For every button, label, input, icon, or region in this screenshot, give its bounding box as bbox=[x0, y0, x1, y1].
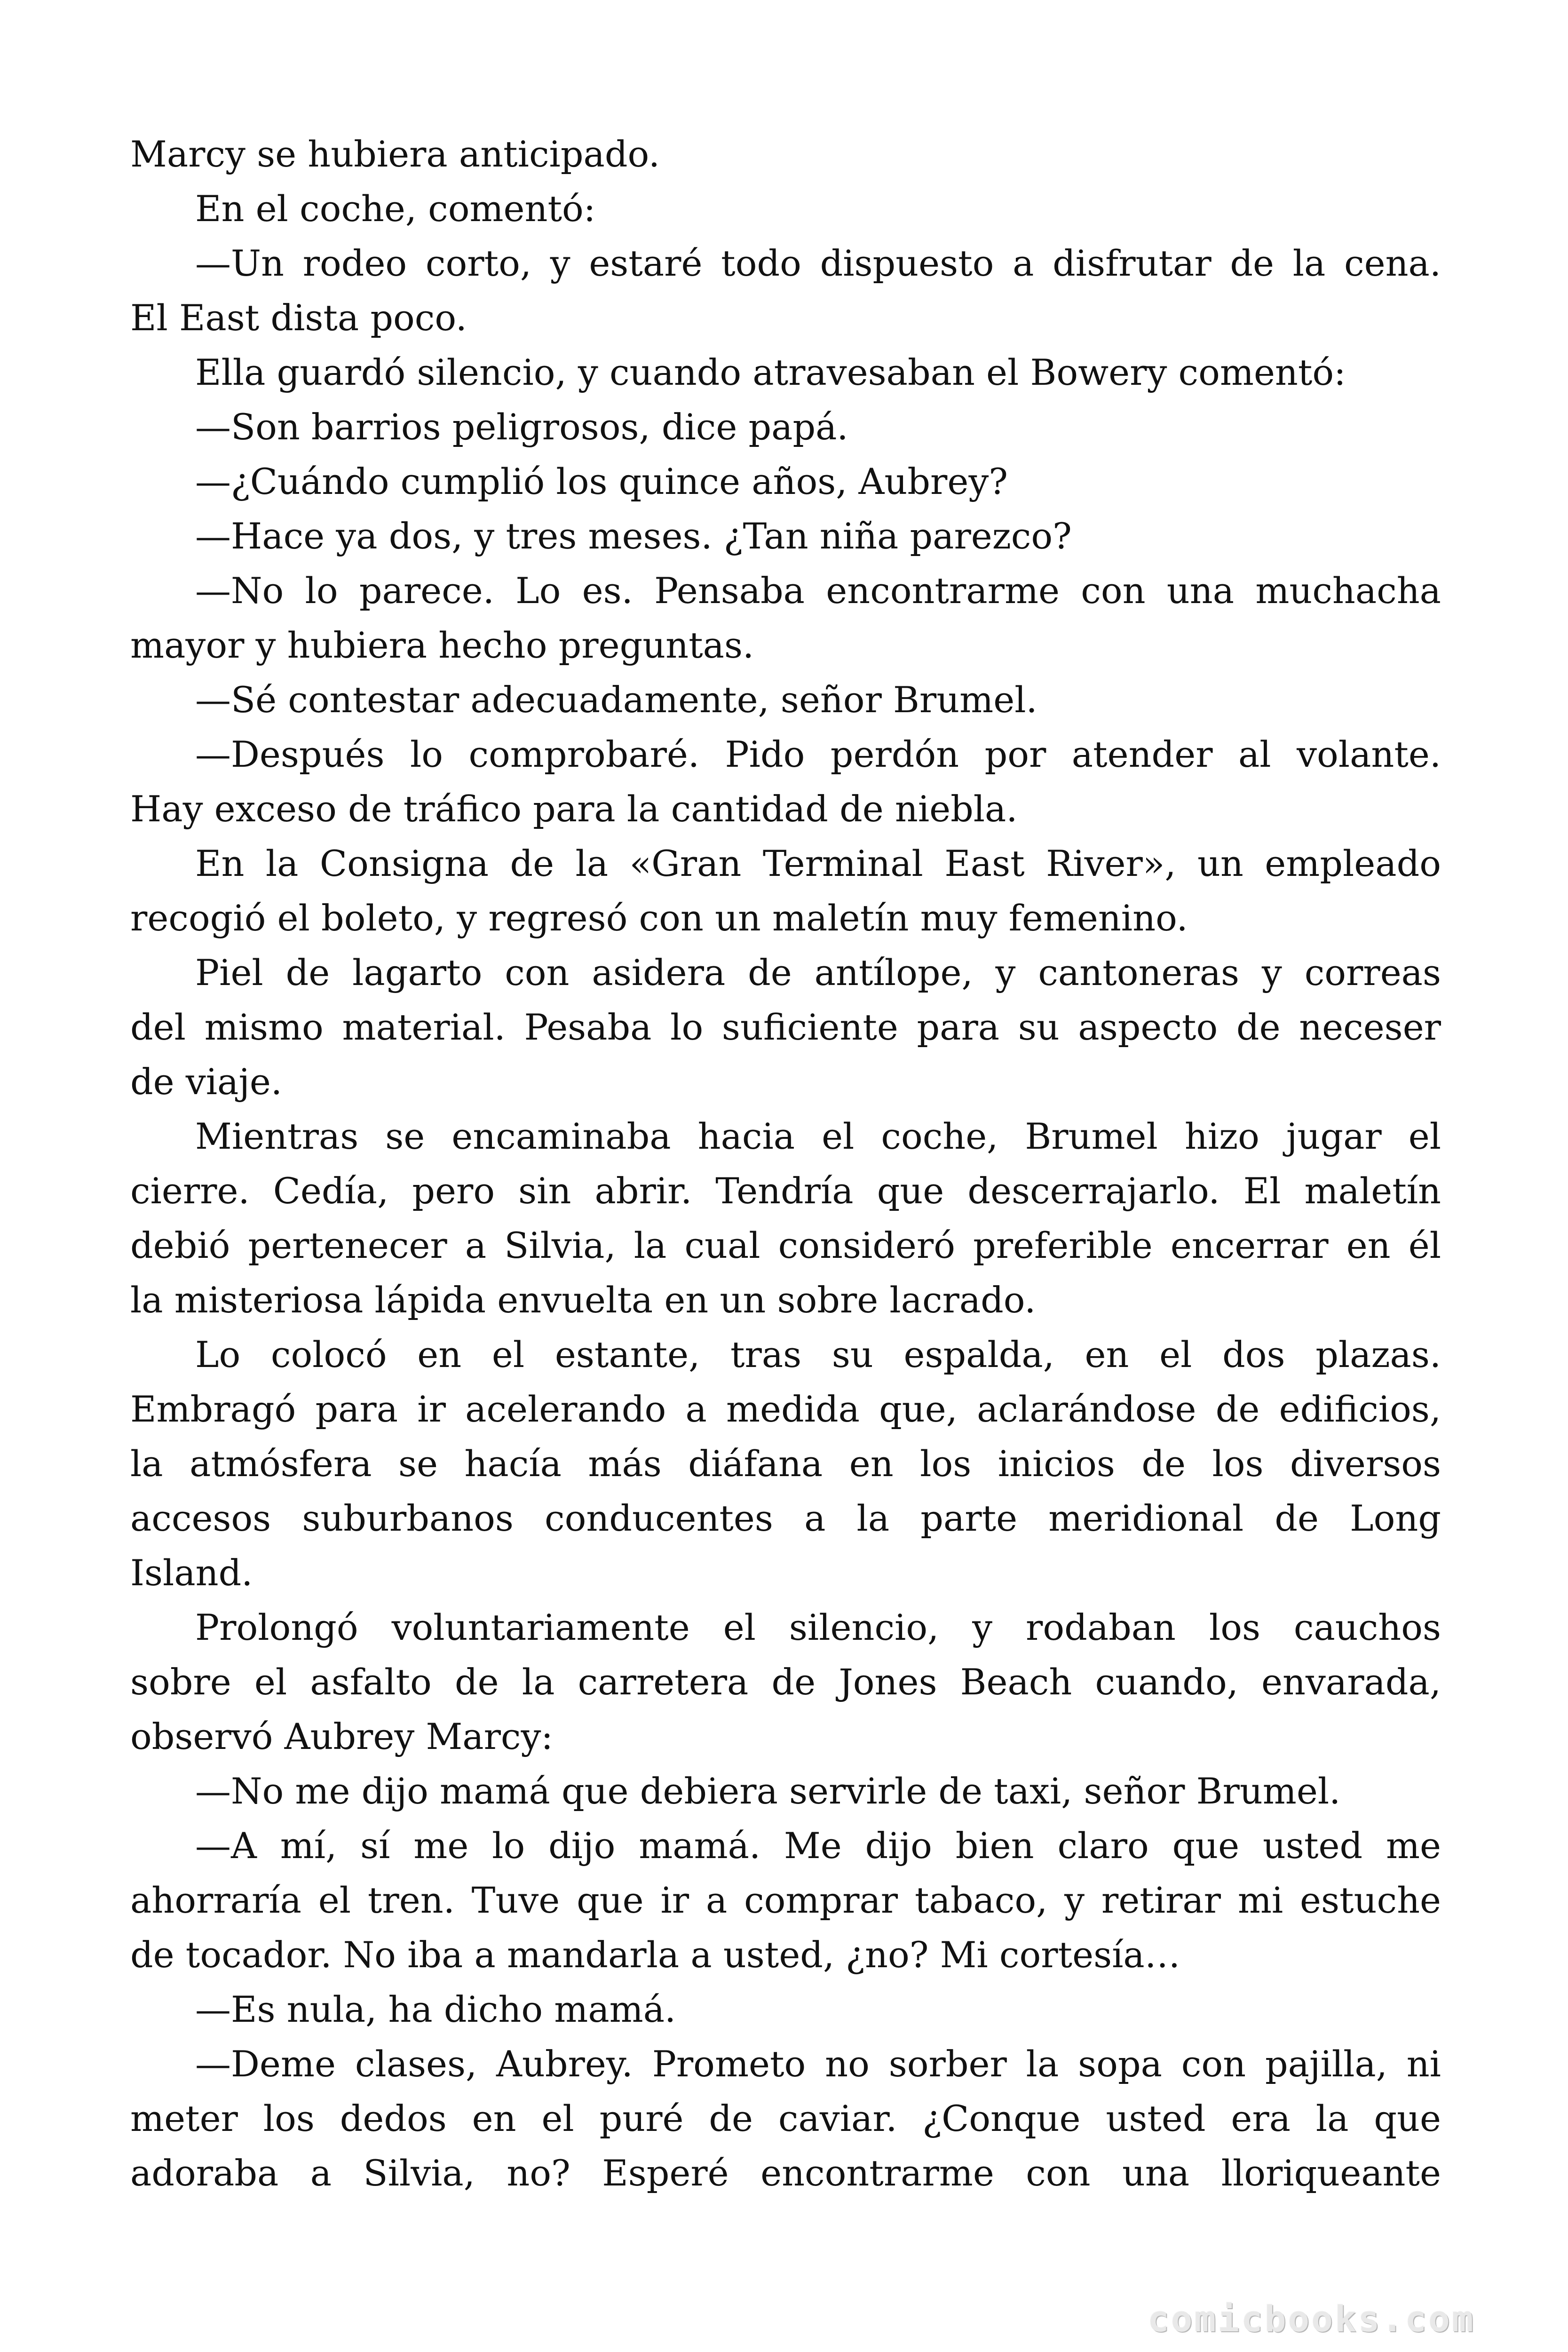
text-line: —¿Cuándo cumplió los quince años, Aubrey? bbox=[195, 461, 1008, 502]
text-line: Piel de lagarto con asidera de antílope, y cantoneras y correas bbox=[195, 952, 1441, 993]
text-line: adoraba a Silvia, no? Esperé encontrarme con una lloriqueante bbox=[130, 2152, 1441, 2194]
text-line: Ella guardó silencio, y cuando atravesaban el Bowery comentó: bbox=[195, 351, 1346, 393]
text-line: la atmósfera se hacía más diáfana en los inicios de los diversos bbox=[130, 1443, 1441, 1485]
text-line: —Un rodeo corto, y estaré todo dispuesto a disfrutar de la cena. bbox=[195, 242, 1441, 284]
text-line: de viaje. bbox=[130, 1061, 283, 1103]
text-line: la misteriosa lápida envuelta en un sobre lacrado. bbox=[130, 1279, 1036, 1321]
text-line: Prolongó voluntariamente el silencio, y rodaban los cauchos bbox=[195, 1606, 1441, 1648]
text-line: meter los dedos en el puré de caviar. ¿Conque usted era la que bbox=[130, 2098, 1441, 2139]
text-line: ahorraría el tren. Tuve que ir a comprar tabaco, y retirar mi estuche bbox=[130, 1879, 1441, 1921]
text-line: —Es nula, ha dicho mamá. bbox=[195, 1988, 676, 2030]
text-line: —Hace ya dos, y tres meses. ¿Tan niña parezco? bbox=[195, 515, 1072, 557]
text-line: debió pertenecer a Silvia, la cual consideró preferible encerrar en él bbox=[130, 1224, 1441, 1266]
text-line: —Son barrios peligrosos, dice papá. bbox=[195, 406, 848, 448]
text-line: mayor y hubiera hecho preguntas. bbox=[130, 624, 754, 666]
text-line: Island. bbox=[130, 1552, 253, 1594]
text-line: de tocador. No iba a mandarla a usted, ¿no? Mi cortesía… bbox=[130, 1934, 1180, 1976]
text-line: observó Aubrey Marcy: bbox=[130, 1716, 554, 1757]
text-line: En la Consigna de la «Gran Terminal East River», un empleado bbox=[195, 842, 1441, 884]
text-line: del mismo material. Pesaba lo suficiente para su aspecto de neceser bbox=[130, 1006, 1441, 1048]
text-line: Marcy se hubiera anticipado. bbox=[130, 133, 660, 175]
text-line: accesos suburbanos conducentes a la parte meridional de Long bbox=[130, 1497, 1441, 1539]
text-line: En el coche, comentó: bbox=[195, 188, 596, 230]
text-line: —No lo parece. Lo es. Pensaba encontrarme con una muchacha bbox=[195, 570, 1441, 612]
text-line: Hay exceso de tráfico para la cantidad de niebla. bbox=[130, 788, 1018, 830]
text-line: recogió el boleto, y regresó con un maletín muy femenino. bbox=[130, 897, 1188, 939]
text-line: —Después lo comprobaré. Pido perdón por atender al volante. bbox=[195, 733, 1441, 775]
text-line: El East dista poco. bbox=[130, 297, 467, 339]
text-line: sobre el asfalto de la carretera de Jones Beach cuando, envarada, bbox=[130, 1661, 1441, 1703]
text-line: cierre. Cedía, pero sin abrir. Tendría que descerrajarlo. El maletín bbox=[130, 1170, 1441, 1212]
text-line: —A mí, sí me lo dijo mamá. Me dijo bien claro que usted me bbox=[195, 1825, 1441, 1867]
text-line: —Deme clases, Aubrey. Prometo no sorber la sopa con pajilla, ni bbox=[195, 2043, 1441, 2085]
watermark: comicbooks.com bbox=[1148, 2298, 1475, 2340]
text-line: —No me dijo mamá que debiera servirle de taxi, señor Brumel. bbox=[195, 1770, 1341, 1812]
page-text bbox=[130, 127, 1441, 2201]
text-line: —Sé contestar adecuadamente, señor Brumel. bbox=[195, 679, 1037, 721]
text-line: Embragó para ir acelerando a medida que, aclarándose de edificios, bbox=[130, 1388, 1441, 1430]
text-line: Mientras se encaminaba hacia el coche, Brumel hizo jugar el bbox=[195, 1115, 1441, 1157]
text-line: Lo colocó en el estante, tras su espalda, en el dos plazas. bbox=[195, 1334, 1441, 1375]
